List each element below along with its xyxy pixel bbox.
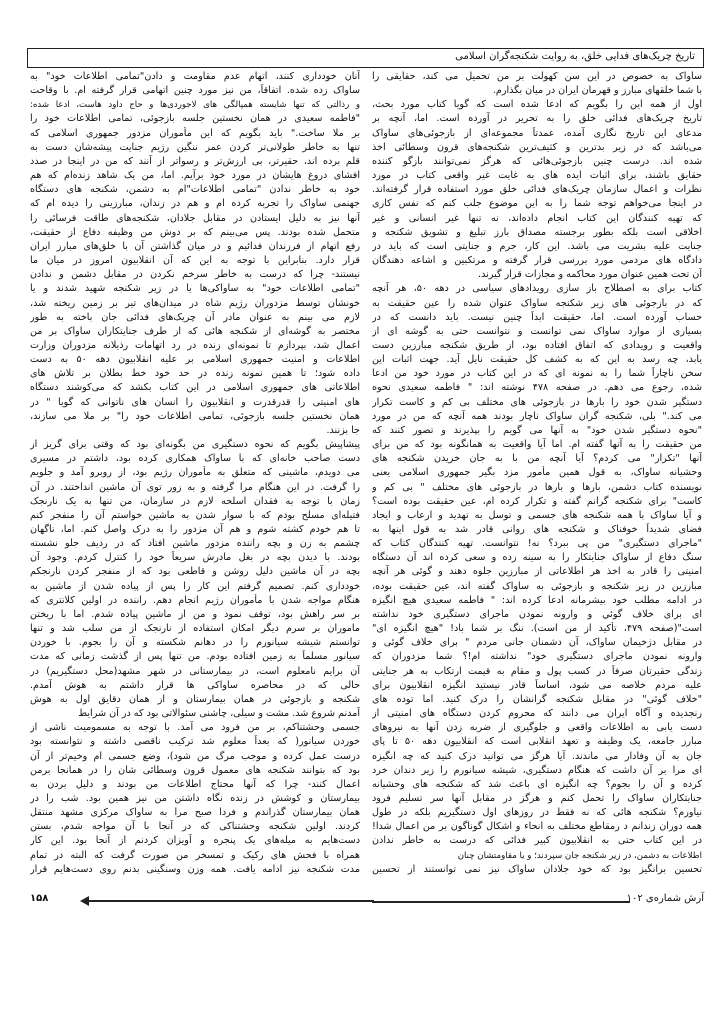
text-line: و رذالتی که تنها شایسته همپالگی های لاجوردی‌ها و حاج داود هاست، ادعا شده:	[30, 100, 360, 111]
text-line: "خلاف گوئی" در مقابل شکنجه گرانشان را درک کنید. اما توده های	[372, 693, 702, 705]
text-line: نظرات و اعمال سازمان چریک‌های فدائی خلق مورد استفاده قرار گرفته‌اند.	[372, 184, 702, 196]
text-line: آن برایم نامعلوم است، در بیمارستانی در شهر مشهد(محل دستگیریم) در	[30, 665, 360, 677]
text-line: می کند." بلی، شکنجه گران ساواک ناچار بودند همه آنچه که من در مورد	[372, 410, 702, 422]
text-line: سیانور مسلماً به زمین افتاده بودم. من تنها پس از گذشت زمانی که مدت	[30, 651, 360, 663]
text-line: کردند. اولین شکنجه وحشتناکی که در آنجا با آن مواجه شدم، بستن	[30, 821, 360, 833]
running-header	[27, 48, 704, 68]
text-line: من حقیقت را به آنها گفته ام. اما آیا واقعیت به همانگونه بود که من برای	[372, 439, 702, 451]
footer-issue	[372, 893, 704, 909]
text-line: آمدنم شروع شد. مشت و سیلی، چاشنی سئوالاتی بود که در آن شرایط	[78, 708, 360, 720]
text-line: زندگی حقیرتان صرفاً در کسب پول و مقام به قیمت ارتکاب به هر جنایتی	[372, 665, 702, 677]
text-line: بودند. با دیدن بچه در بغل مادرش سریعاً خود را کنترل کردم. وجود آن	[30, 552, 360, 564]
text-line: مبارزین در زیر شکنجه و بازجوئی به ساواک گفته اند، عین حقیقت بوده،	[372, 580, 702, 592]
text-line: چشمم به زن و بچه راننده مزدور ماشین افتاد که در ردیف جلو نشسته	[30, 538, 360, 550]
text-line: "ماجرای دستگیری" من پی ببرد؟ نه! نتوانست. تهیه کنندگان کتاب که	[372, 538, 702, 550]
text-line: اخلاقی است بلکه بطور برجسته مصداق بارز تبلیغ و تشویق شکنجه و	[372, 226, 702, 238]
text-line: ساواک به خصوص در این سن کهولت بر من تحمیل می کند، حقایقی را	[372, 71, 702, 82]
text-line: اول از همه این را بگویم که ادعا شده است که گویا کتاب مورد بحث،	[372, 99, 702, 111]
text-line: شده اند. درست چنین بازجوئی‌هائی که هرگز نمی‌توانند بازگو کننده	[372, 155, 702, 167]
text-line: آنها "تکرار" می کردم؟ آیا آنچه من با به جان خریدن شکنجه های	[372, 453, 702, 465]
text-line: اعمال کنند- چرا که آنها محتاج اطلاعات من بودند و دلیل بردن به	[30, 778, 360, 790]
footer-rule	[88, 900, 374, 902]
text-line: که در بازجوئی های زیر شکنجه ساواک عنوان شده را عین حقیقت به	[372, 297, 702, 309]
text-line: آنان خودداری کنند، اتهام عدم مقاومت و دادن"تمامی اطلاعات خود" به	[30, 71, 360, 82]
text-line: کرده و آن را بجوم؟ چه انگیزه ای باعث شد که شکنجه های وحشیانه	[372, 778, 702, 790]
text-line: دست یابی به اطلاعات واقعی و جلوگیری از ضربه زدن آنها به نیروهای	[372, 722, 702, 734]
text-line: تحسین برانگیز بود که خود جلادان ساواک نیز نمی توانستند از تحسین	[372, 863, 702, 875]
text-line: لازم می بینم به عنوان مادر آن چریک‌های فدائی جان باخته به طور	[30, 311, 360, 323]
text-line: بر سر راهش بود، توقف نمود و من از ماشین پیاده شدم. اما با ریختن	[30, 608, 360, 620]
text-line: نیستند- چرا که درست به خاطر سرخم نکردن در مقابل دشمن و ندادن	[30, 269, 360, 281]
text-line: می‌باشد که در زیر بدترین و کثیف‌ترین شکنجه‌های قرون وسطائی اخذ	[372, 141, 702, 153]
text-line: شده، رجوع می دهم. در صفحه ۴۷۸ نوشته اند: " فاطمه سعیدی نحوه	[372, 382, 702, 394]
text-line: نویسنده کتاب دشمن، بارها و بارها در بازجوئی های مختلف " بی کم و	[372, 481, 702, 493]
text-line: را گرفت. در این هنگام مرا گرفته و به زور توی آن ماشین انداختند. در آن	[30, 481, 360, 493]
text-line: ای برای خلاف گوئي و وارونه نمودن ماجرای دستگیری خود نداشته	[372, 608, 702, 620]
text-line: فتیله‌ای مسلح بودم که با سوار شدن به ماشین خواستم آن را منفجر کنم	[30, 509, 360, 521]
text-line: رنجدیده و آگاه ایران می دانند که محروم کردن دستگاه های امنیتی از	[372, 708, 702, 720]
text-line: دادگاه های مردمی مورد بررسی قرار گرفته و مرتکبین و اشاعه دهندگان	[372, 255, 702, 267]
text-line: پیشاپیش بگویم که نحوه دستگیری من بگونه‌ای بود که وقتی برای گریز از	[30, 439, 360, 451]
text-line: بسیاری از موارد ساواک نمی توانست و نتوانست حتی به گوشه ای از	[372, 325, 702, 337]
text-line: تا هم خودم کشته شوم و هم آن مزدور را به درک واصل کنم. اما، ناگهان	[30, 524, 360, 535]
text-line: افشای دروغ هایشان در مورد خود برآیم. اما، من یک شاهد زنده‌ام که هم	[30, 170, 360, 182]
text-line: اطلاعات به دشمن، در زیر شکنجه جان سپردند؛ و یا مقاومتشان چنان	[457, 850, 702, 861]
text-line: جا بزنند.	[326, 424, 360, 436]
text-line: قلم برده اند، حقیرتر، بی ارزش‌تر و رسواتر از آنند که من در اینجا در صدد	[30, 155, 360, 167]
text-line: با شما خلقهای مبارز و قهرمان ایران در میان بگذارم.	[492, 85, 702, 97]
text-line: می دویدم، ماشینی که متعلق به مأموران رژیم بود، از روبرو آمد و جلویم	[30, 467, 360, 479]
text-line: نیاورم؟ شکنجه هائی که نه فقط در روزهای اول دستگیریم بلکه در طول	[372, 807, 702, 819]
text-line: همان بیمارستان گذراندم و فردا صبح مرا به ساواک مرکزی مشهد منتقل	[30, 807, 360, 819]
text-line: کاست" برای شکنجه گرانم گفته و تکرار کرده ام، عین حقیقت بوده است؟	[372, 495, 702, 507]
text-line: است"(صفحه ۴۷۹، تأکید از من است). ننگ بر شما باد! "هیچ انگیزه ای"	[372, 623, 702, 635]
running-header-title: تاریخ چریک‌های فدایی خلق، به روایت شکنجه‌گران اسلامی	[455, 51, 695, 62]
text-line: داده شود؛ تا همین نمونه زنده در حد خود خط بطلان بر تلاش های	[30, 368, 360, 380]
text-line: که تهیه کنندگان این کتاب انجام داده‌اند، نه تنها غیر انسانی و غیر	[372, 212, 702, 224]
text-line: واقعیت و رویدادی که اتفاق افتاده بود، از طریق شکنجه مبارزین دست	[372, 339, 702, 351]
text-line: "فاطمه سعیدی در همان نخستین جلسه بازجوئی، تمامی اطلاعات خود را	[30, 113, 360, 125]
text-line: دستگیر شدن خود را بارها در بازجوئی های مختلف بی کم و کاست تکرار	[372, 396, 702, 408]
text-line: دست‌هایم به میله‌های یک پنجره و آویزان کردنم از آنجا بود. این کار	[30, 835, 360, 847]
footer-rule	[372, 901, 630, 903]
text-line: ماموران بر سرم دیگر امکان استفاده از نارنجک از من سلب شد و تنها	[30, 623, 360, 635]
text-line: "نحوه دستگیر شدن خود" به آنها می گویم را بپذیرند و تصور کنند که	[372, 424, 702, 436]
text-line: مختصر به گوشه‌ای از شکنجه هائی که از طرف جنایتکاران ساواک بر من	[30, 325, 360, 337]
page-number: ۱۵۸	[30, 893, 49, 904]
text-line: مبارز جامعه، یک وظیفه و تعهد انقلابی است که انقلابیون دهه ۵۰ تا پای	[372, 736, 702, 748]
text-line: تنها به خاطر طولانی‌تر کردن عمر ننگین رژیم جنایت پیشه‌شان دست به	[30, 141, 360, 153]
text-line: همان نخستین جلسه بازجوئی، تمامی اطلاعات خود را" بر ملا می سازند،	[30, 410, 360, 422]
text-line: فضای شدیداً خوفناک و شکنجه های روانی قادر شد به قول اینها به	[372, 524, 702, 535]
text-line: حساب آورده است. اما، حقیقت ابداً چنین نیست. باید دانست که در	[372, 311, 702, 323]
text-line: بیمارستان و کوشش در زنده نگاه داشتن من نیز همین بود. شب را در	[30, 792, 360, 804]
text-line: کتاب برای به اصطلاح باز سازی رویدادهای سیاسی در دهه ۵۰، هر آنچه	[372, 283, 702, 295]
text-line: بر ملا ساخت." باید بگویم که این مأموران مزدور جمهوری اسلامی که	[30, 127, 360, 139]
text-line: تاریخ چریک‌های فدائی خلق را به تحریر در آورده است. اما، آنچه بر	[372, 113, 702, 125]
text-line: اعمال شد، بپردازم تا نمونه‌ای زنده در رد اتهامات رذیلانه مزدوران وزارت	[30, 339, 360, 351]
text-line: درست عمل کرده و موجب مرگ من شود)، وضع جسمی ام وخیم‌تر از آن	[30, 750, 360, 762]
text-line: آن تحت همین عنوان مورد محاکمه و مجازات قرار گیرند.	[478, 269, 702, 281]
text-line: های امنیتی را قدرقدرت و انقلابیون را انسان های ناتوانی که گویا " در	[30, 396, 360, 408]
text-line: جنایت علیه بشریت می باشد. این کار، جرم و جنایتی است که باید در	[372, 240, 702, 252]
text-line: در ادامه مطلب خود بیشرمانه ادعا کرده اند: " فاطمه سعیدی هیچ انگیزه	[372, 594, 702, 606]
text-line: هنگام مواجه شدن با مأموران رژیم انجام دهم. راننده در اولین کلانتری که	[30, 594, 360, 606]
text-line: خود به خاطر ندادن "تمامی اطلاعات"ام به دشمن، شکنجه های دستگاه	[30, 184, 360, 196]
text-line: همه دوران زندانم د رمقاطع مختلف به انحاء و اشکال گوناگون بر من اعمال شدا!	[372, 821, 702, 833]
text-line: جسمی وحشتناکم، بر من فرود می آمد. با توجه به مسمومیت ناشی از	[30, 722, 360, 734]
text-line: دست صاحب خانه‌ای که با ساواک همکاری کرده بود، داشتم در مسیری	[30, 453, 360, 465]
text-line: آنها نیز به دلیل ایستادن در مقابل جلادان، شکنجه‌های طاقت فرسائی را	[30, 212, 360, 224]
text-line: شکنجه و بازجوئی در همان بیمارستان و از همان دقایق اول به هوش	[30, 693, 360, 705]
issue-label: آرش شماره‌ی ۱۰۲	[626, 893, 704, 904]
text-line: وحشیانه ساواک، به قول همین مأمور مزد بگیر جمهوری اسلامی یعنی	[372, 467, 702, 479]
text-line: متحمل شده بودند. پس می‌بینم که بر دوش من وظیفه دفاع از حقیقت،	[30, 226, 360, 238]
text-line: و آیا ساواک با همه شکنجه های جسمی و توسل به تهدید و ارعاب و ایجاد	[372, 509, 702, 521]
text-line: اطلاعاتی های جمهوری اسلامی در این کتاب بکشد که می‌کوشند دستگاه	[30, 382, 360, 394]
text-line: خودداری کنم. تصمیم گرفتم این کار را پس از پیاده شدن از ماشین به	[30, 580, 360, 592]
text-line: "تمامی اطلاعات خود" به ساواکی‌ها یا در زیر شکنجه شهید شدند و یا	[30, 283, 360, 295]
text-line: مدعای این تاریخ نگاری آمده، عمدتاً مجموعه‌ای از بازجوئی‌های ساواک	[372, 127, 702, 139]
text-line: اطلاعات و امنیت جمهوری اسلامی بر علیه انقلابیون دهه ۵۰ به دست	[30, 354, 360, 366]
left-column	[30, 70, 360, 877]
text-line: جنایتکاران ساواک را تحمل کنم و هرگز در مقابل آنها سر تسلیم فرود	[372, 792, 702, 804]
right-column	[372, 70, 702, 877]
text-line: همراه با فحش های رکیک و تمسخر من صورت گرفت که البته در تمام	[30, 849, 360, 861]
text-line: وارونه نمودن ماجرای دستگیری خود" نداشته ام!؟ شما مزدوران که	[372, 651, 702, 663]
text-line: ای مرا بر آن داشت که هنگام دستگیری، شیشه سیانورم را زیر دندان خرد	[372, 764, 702, 776]
text-line: در مقابل دژخیمان ساواک، آن دشمنان جانی مردم " برای خلاف گوئی و	[372, 637, 702, 649]
text-line: جهنمی ساواک را تجربه کرده ام و هم در زندان، مبارزینی را دیده ام که	[30, 198, 360, 210]
text-line: سخن ناچاراً شما را به نمونه ای که در این کتاب در مورد خود من ادعا	[372, 368, 702, 380]
text-line: زمان با توجه به فقدان اسلحه لازم در سازمان، من تنها به یک نارنجک	[30, 495, 360, 507]
text-line: ساواک زده شده. اتفاقاً، من نیز مورد چنین اتهامی قرار گرفته ام. با وقاحت	[30, 85, 360, 97]
text-line: جان به آن وفادار می ماندند. آیا هرگز می توانید درک کنید که چه انگیزه	[372, 750, 702, 762]
text-line: یابد، چه رسد به این که به کشف کل حقیقت نایل آید. جهت اثبات این	[372, 354, 702, 366]
text-line: حقایق باشند، برای اثبات ایده های به غایت غیر واقعی کتاب در مورد	[372, 170, 702, 182]
text-line: مدت شکنجه نیز ادامه یافت. همه وزن وسنگینی بدنم روی دست‌هایم قرار	[30, 863, 360, 875]
text-line: در اینجا می‌خواهم توجه شما را به این موضوع جلب کنم که نفس کاری	[372, 198, 702, 210]
text-line: قرار دارد. بنابراین با توجه به این که آن انقلابیون امروز در میان ما	[30, 255, 360, 267]
text-line: امنیتی را قادر به اخذ هر اطلاعاتی از مبارزین جلوه دهند و گوئی هر آنچه	[372, 566, 702, 578]
text-line: حالی که در محاصره ساواکی ها قرار داشتم به هوش آمدم.	[30, 679, 360, 691]
text-line: بود که بتوانند شکنجه های معمول قرون وسطائی شان را در همانجا برمن	[30, 764, 360, 776]
text-line: علیه مردم خلاصه می شود، اساساً قادر نیستید انگیزه انقلابیون برای	[372, 679, 702, 691]
text-line: خوردن سیانور( که بعداً معلوم شد ترکیب ناقصی داشته و نتوانسته بود	[30, 736, 360, 748]
text-line: خونشان توسط مزدوران رژیم شاه در میدان‌های تیر بر زمین ریخته شد،	[30, 297, 360, 309]
text-line: توانستم شیشه سیانورم را در دهانم شکسته و آن را بجوم. با خوردن	[30, 637, 360, 649]
text-line: رفع اتهام از فرزندان فدائیم و در میان گذاشتن آن با خلق‌های مبارز ایران	[30, 240, 360, 252]
footer-page	[30, 893, 370, 909]
text-line: بچه در آن ماشین دلیل روشن و قاطعی بود که از منفجر کردن نارنجکم	[30, 566, 360, 578]
text-line: سنگ دفاع از ساواک جنایتکار را به سینه زده و سعی کرده اند آن دستگاه	[372, 552, 702, 564]
text-line: در این کتاب حتی به انقلابیون کبیر فدائی که درست به خاطر ندادن	[372, 835, 702, 847]
